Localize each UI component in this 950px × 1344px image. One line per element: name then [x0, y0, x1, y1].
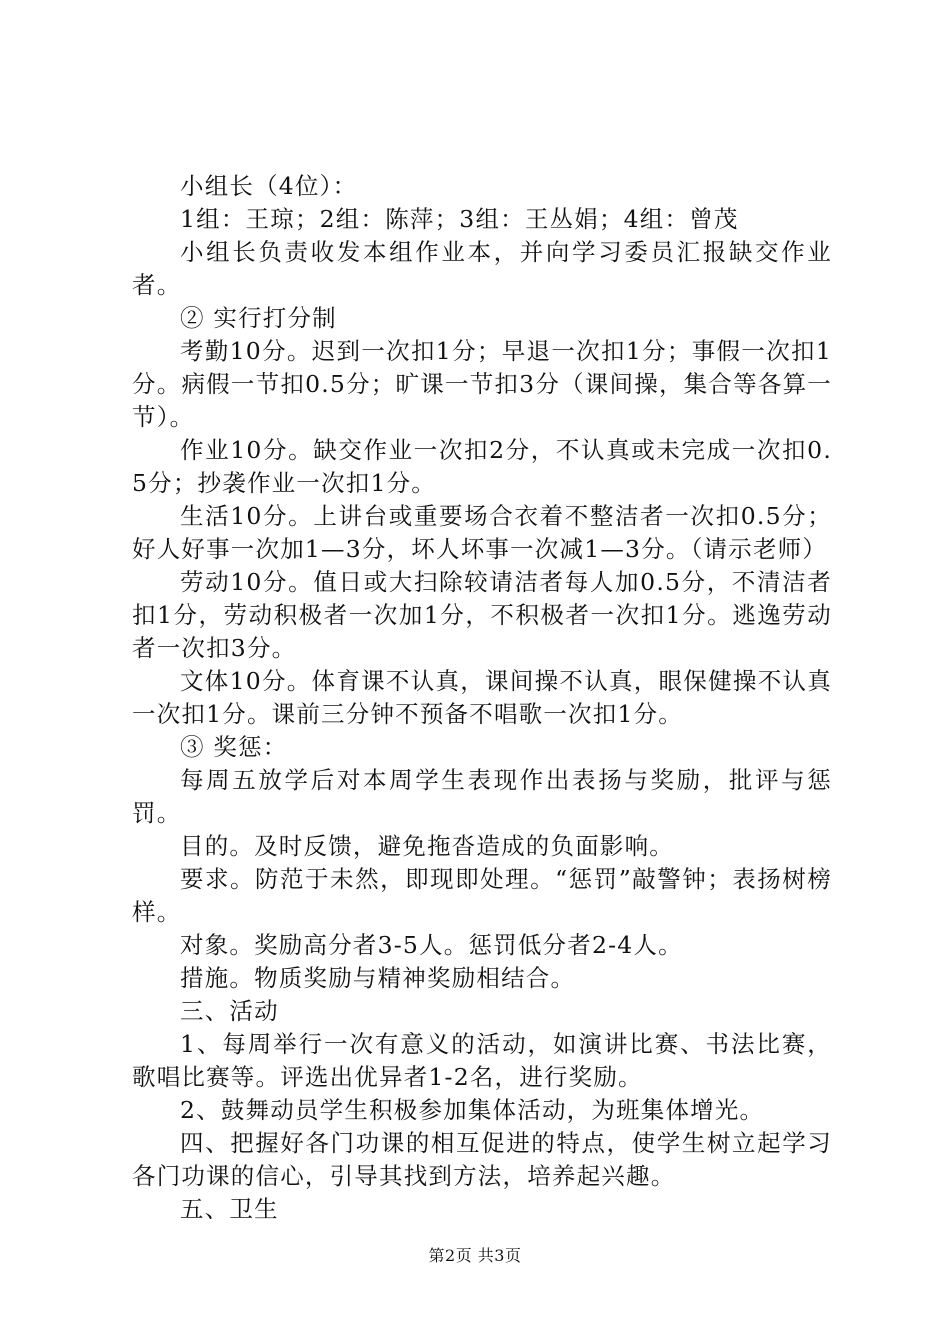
section-heading-hygiene: 五、卫生: [180, 1195, 279, 1223]
section-heading-activities: 三、活动: [180, 997, 279, 1025]
paragraph-homework-rule: 作业10分。缺交作业一次扣2分，不认真或未完成一次扣0.5分；抄袭作业一次扣1分。: [132, 436, 832, 497]
paragraph-sports-rule: 文体10分。体育课不认真，课间操不认真，眼保健操不认真一次扣1分。课前三分钟不预备不唱歌一次扣1分。: [132, 667, 832, 728]
paragraph-attendance-rule: 考勤10分。迟到一次扣1分；早退一次扣1分；事假一次扣1分。病假一节扣0.5分；旷课一节扣3分（课间操，集合等各算一节）。: [132, 337, 832, 431]
paragraph-requirement: 要求。防范于未然，即现即处理。“惩罚”敲警钟；表扬树榜样。: [132, 865, 832, 926]
paragraph-life-rule: 生活10分。上讲台或重要场合衣着不整洁者一次扣0.5分；好人好事一次加1—3分，坏人坏事一次减1—3分。（请示老师）: [132, 502, 832, 563]
paragraph-group-leaders-heading: 小组长（4位）：: [180, 172, 358, 200]
section-heading-subjects: 四、把握好各门功课的相互促进的特点，使学生树立起学习各门功课的信心，引导其找到方法，培养起兴趣。: [132, 1129, 832, 1190]
paragraph-group-leaders-list: 1组：王琼；2组：陈萍；3组：王丛娟；4组：曾茂: [180, 205, 739, 233]
paragraph-target: 对象。奖励高分者3-5人。惩罚低分者2-4人。: [180, 931, 683, 959]
document-body: [132, 170, 832, 1226]
paragraph-group-leader-duty: 小组长负责收发本组作业本，并向学习委员汇报缺交作业者。: [132, 238, 832, 299]
paragraph-weekly-activity: 1、每周举行一次有意义的活动，如演讲比赛、书法比赛，歌唱比赛等。评选出优异者1-2名，进行奖励。: [132, 1030, 832, 1091]
paragraph-measures: 措施。物质奖励与精神奖励相结合。: [180, 964, 576, 992]
paragraph-purpose: 目的。及时反馈，避免拖沓造成的负面影响。: [180, 832, 674, 860]
paragraph-weekly-review: 每周五放学后对本周学生表现作出表扬与奖励，批评与惩罚。: [132, 766, 832, 827]
paragraph-rewards-heading: ③ 奖惩：: [180, 733, 288, 761]
paragraph-collective-activity: 2、鼓舞动员学生积极参加集体活动，为班集体增光。: [180, 1096, 765, 1124]
page-number-footer: 第2页 共3页: [428, 1246, 522, 1265]
paragraph-scoring-heading: ② 实行打分制: [180, 304, 337, 332]
paragraph-labor-rule: 劳动10分。值日或大扫除较请洁者每人加0.5分，不清洁者扣1分，劳动积极者一次加1分，不积极者一次扣1分。逃逸劳动者一次扣3分。: [132, 568, 832, 662]
